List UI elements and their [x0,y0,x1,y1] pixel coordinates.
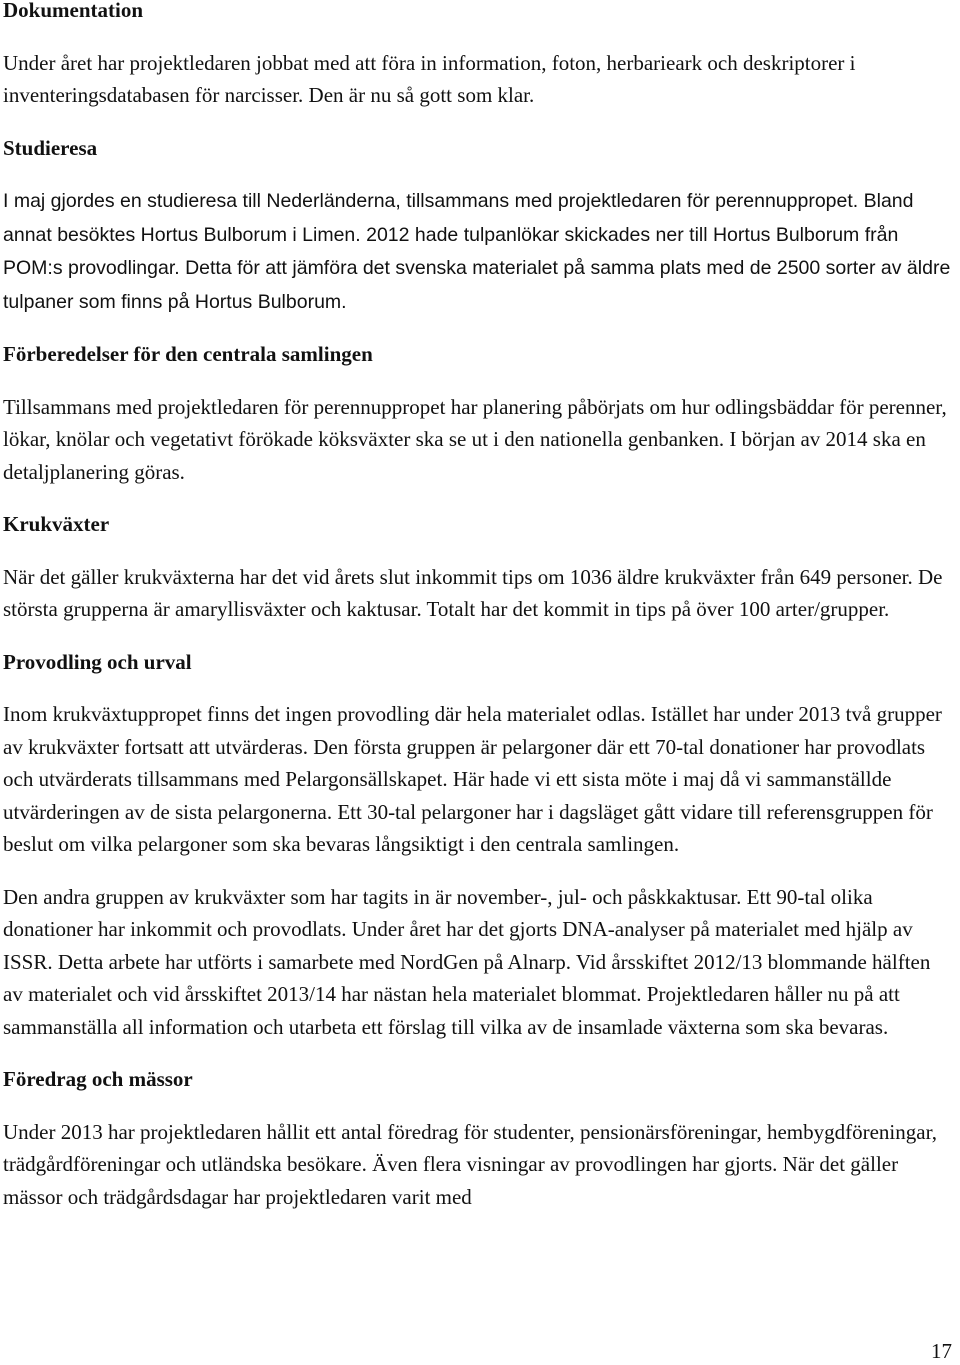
studieresa-text-sans-2: Detta för att jämföra det svenska materialet på samma plats med de 2500 sorter av äldre tulpaner som finns på Hortus Bulborum. [3,257,951,313]
page-number: 17 [931,1339,952,1363]
paragraph-provodling-2: Den andra gruppen av krukväxter som har tagits in är november-, jul- och påskkaktusar. Ett 90-tal olika donationer har inkommit och provodlats. Under året har det gjorts DNA-analyser på materialet med hjälp av ISSR. Detta arbete har utförts i samarbete med NordGen på Alnarp. Vid årsskiftet 2012/13 blommande hälften av materialet och vid årsskiftet 2013/14 har nästan hela materialet blommat. Projektledaren håller nu på att sammanställa all information och utarbeta ett förslag till vilka av de insamlade växterna som ska bevaras. [3,884,931,1039]
heading-provodling: Provodling och urval [3,649,192,674]
document-body [3,0,953,1213]
heading-foredrag: Föredrag och mässor [3,1067,193,1091]
paragraph-provodling-1: Inom krukväxtuppropet finns det ingen provodling där hela materialet odlas. Istället har under 2013 två grupper av krukväxter fortsatt att utvärderas. Den första gruppen är pelargoner där ett 70-tal donationer har provodlats och utvärderats tillsammans med Pelargonsällskapet. Här hade vi ett sista möte i maj då vi sammanställde utvärderingen av de sista pelargonerna. Ett 30-tal pelargoner har i dagsläget gått vidare till referensgruppen för beslut om vilka pelargoner som ska bevaras långsiktigt i den centrala samlingen. [3,702,942,856]
paragraph-foredrag: Under 2013 har projektledaren hållit ett antal föredrag för studenter, pensionärsföreningar, hembygdföreningar, trädgårdföreningar och utländska besökare. Även flera visningar av provodlingen har gjorts. När det gäller mässor och trädgårdsdagar har projektledaren varit med [3,1119,937,1209]
heading-dokumentation: Dokumentation [3,0,144,22]
heading-krukvaxter: Krukväxter [3,512,110,536]
paragraph-dokumentation: Under året har projektledaren jobbat med att föra in information, foton, herbarieark och deskriptorer i inventeringsdatabasen för narcisser. Den är nu så gott som klar. [3,50,856,107]
paragraph-studieresa [3,184,953,318]
heading-forberedelser: Förberedelser för den centrala samlingen [3,342,373,366]
paragraph-forberedelser: Tillsammans med projektledaren för perennuppropet har planering påbörjats om hur odlingsbäddar för perenner, lökar, knölar och vegetativt förökade köksväxter ska se ut i den nationella genbanken. I början av 2014 ska en detaljplanering göras. [3,394,947,484]
paragraph-krukvaxter: När det gäller krukväxterna har det vid årets slut inkommit tips om 1036 äldre krukväxter från 649 personer. De största grupperna är amaryllisväxter och kaktusar. Totalt har det kommit in tips på över 100 arter/grupper. [3,564,943,621]
studieresa-text-sans: I maj gjordes en studieresa till Nederländerna, tillsammans med projektledaren för perennuppropet. Bland annat besöktes Hortus Bulborum i Limen. 2012 hade tulpanlökar skickades ner till Hortus Bulborum från POM:s provodlingar. [3,190,914,279]
heading-studieresa: Studieresa [3,135,98,160]
